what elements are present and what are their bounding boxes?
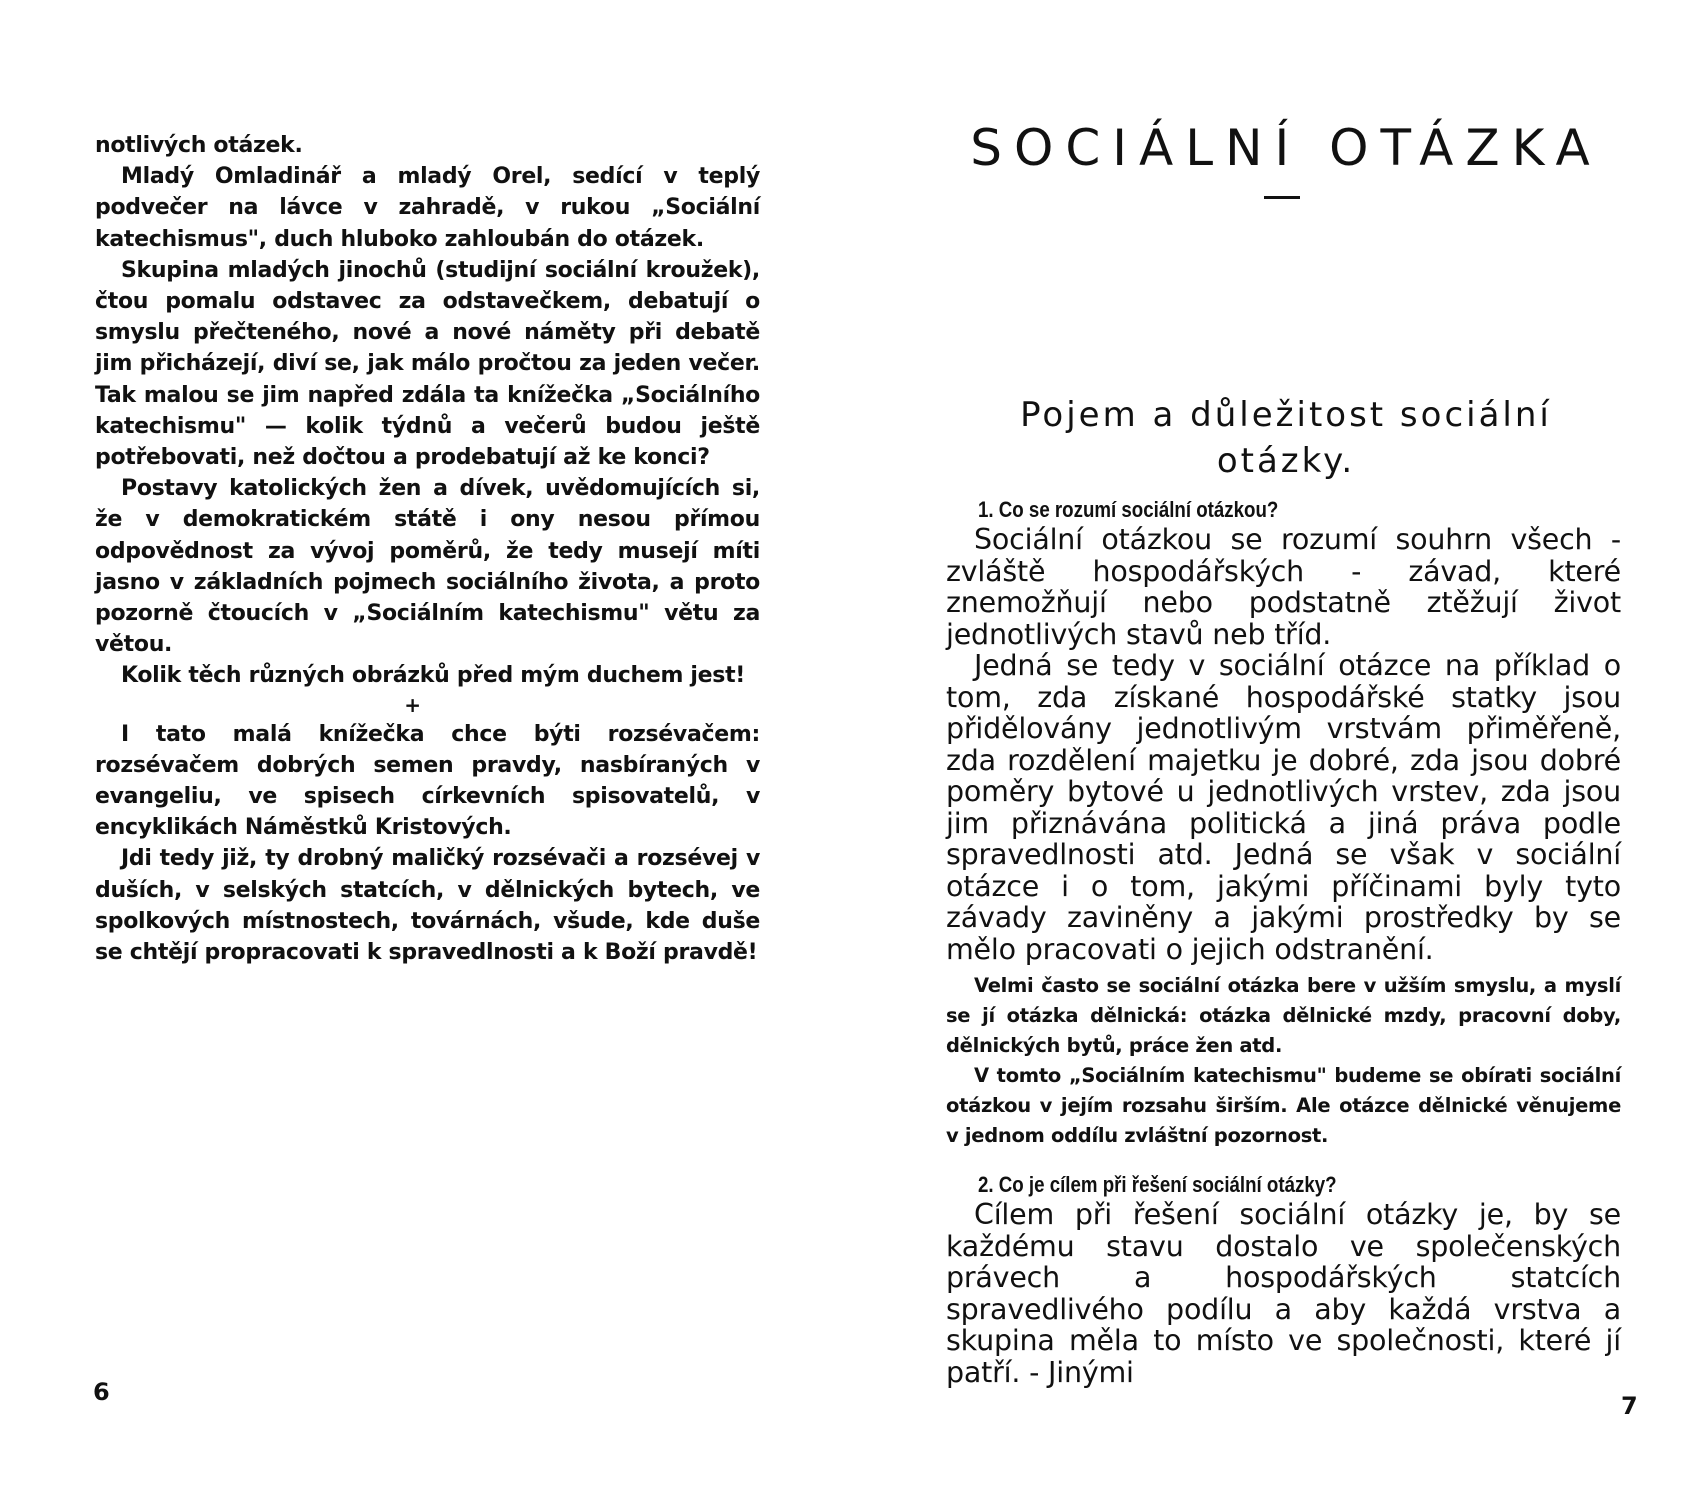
note-paragraph: Velmi často se sociální otázka bere v užším smyslu, a myslí se jí otázka dělnická: otázka dělnické mzdy, pracovní doby, dělnických bytů, práce žen atd.	[946, 974, 1621, 1057]
left-page-text	[95, 130, 760, 968]
paragraph: I tato malá knížečka chce býti rozsévačem: rozsévačem dobrých semen pravdy, nasbíraných v evangeliu, ve spisech církevních spisovatelů, v encyklikách Náměstků Kristových.	[95, 721, 760, 841]
chapter-title: SOCIÁLNÍ OTÁZKA	[970, 119, 1602, 177]
right-page	[846, 0, 1692, 1500]
paragraph: Kolik těch různých obrázků před mým duchem jest!	[121, 663, 746, 689]
paragraph: Postavy katolických žen a dívek, uvědomujících si, že v demokratickém státě i ony nesou přímou odpovědnost za vývoj poměrů, že tedy musejí míti jasno v základních pojmech sociálního života, a proto pozorně čtoucích v „Sociálním katechismu" větu za větou.	[95, 476, 760, 658]
paragraph: Jdi tedy již, ty drobný maličký rozsévači a rozsévej v duších, v selských statcích, v dělnických bytech, ve spolkových místnostech, továrnách, všude, kde duše se chtějí propracovati k spravedlnosti a k Boží pravdě!	[95, 846, 760, 966]
page-number: 6	[93, 1378, 110, 1406]
section-title: Pojem a důležitost sociální otázky.	[1020, 395, 1552, 481]
question-heading: 1. Co se rozumí sociální otázkou?	[978, 497, 1279, 522]
paragraph: Skupina mladých jinochů (studijní sociální kroužek), čtou pomalu odstavec za odstavečkem, debatují o smyslu přečteného, nové a nové náměty při debatě jim přicházejí, diví se, jak málo pročtou za jeden večer. Tak malou se jim napřed zdála ta knížečka „Sociálního katechismu" — kolik týdnů a večerů budou ještě potřebovati, než dočtou a prodebatují až ke konci?	[95, 257, 760, 471]
answer-paragraph: Jedná se tedy v sociální otázce na příklad o tom, zda získané hospodářské statky jsou přidělovány jednotlivým vrstvám přiměřeně, zda rozdělení majetku je dobré, zda jsou dobré poměry bytové u jednotlivých vrstev, zda jsou jim přiznávána politická a jiná práva podle spravedlnosti atd. Jedná se však v sociální otázce i o tom, jakými příčinami byly tyto závady zaviněny a jakými prostředky by se mělo pracovati o jejich odstranění.	[946, 649, 1621, 966]
spacer	[946, 1151, 1621, 1171]
note-paragraph: V tomto „Sociálním katechismu" budeme se obírati sociální otázkou v jejím rozsahu širším. Ale otázce dělnické věnujeme v jednom oddílu zvláštní pozornost.	[946, 1064, 1621, 1147]
section-divider-mark: +	[404, 692, 421, 717]
paragraph: notlivých otázek.	[95, 133, 303, 158]
paragraph: Mladý Omladinář a mladý Orel, sedící v teplý podvečer na lávce v zahradě, v rukou „Sociální katechismus", duch hluboko zahloubán do otázek.	[95, 164, 760, 252]
answer-paragraph: Cílem při řešení sociální otázky je, by se každému stavu dostalo ve společenských právech a hospodářských statcích spravedlivého podílu a aby každá vrstva a skupina měla to místo ve společnosti, které jí patří. - Jinými	[946, 1198, 1621, 1389]
right-page-text	[946, 496, 1621, 1388]
question-heading: 2. Co je cílem při řešení sociální otázky?	[978, 1172, 1337, 1197]
answer-paragraph: Sociální otázkou se rozumí souhrn všech - zvláště hospodářských - závad, které znemožňují nebo podstatně ztěžují život jednotlivých stavů neb tříd.	[946, 523, 1621, 651]
page-number: 7	[1621, 1392, 1638, 1420]
title-rule	[1264, 196, 1300, 199]
